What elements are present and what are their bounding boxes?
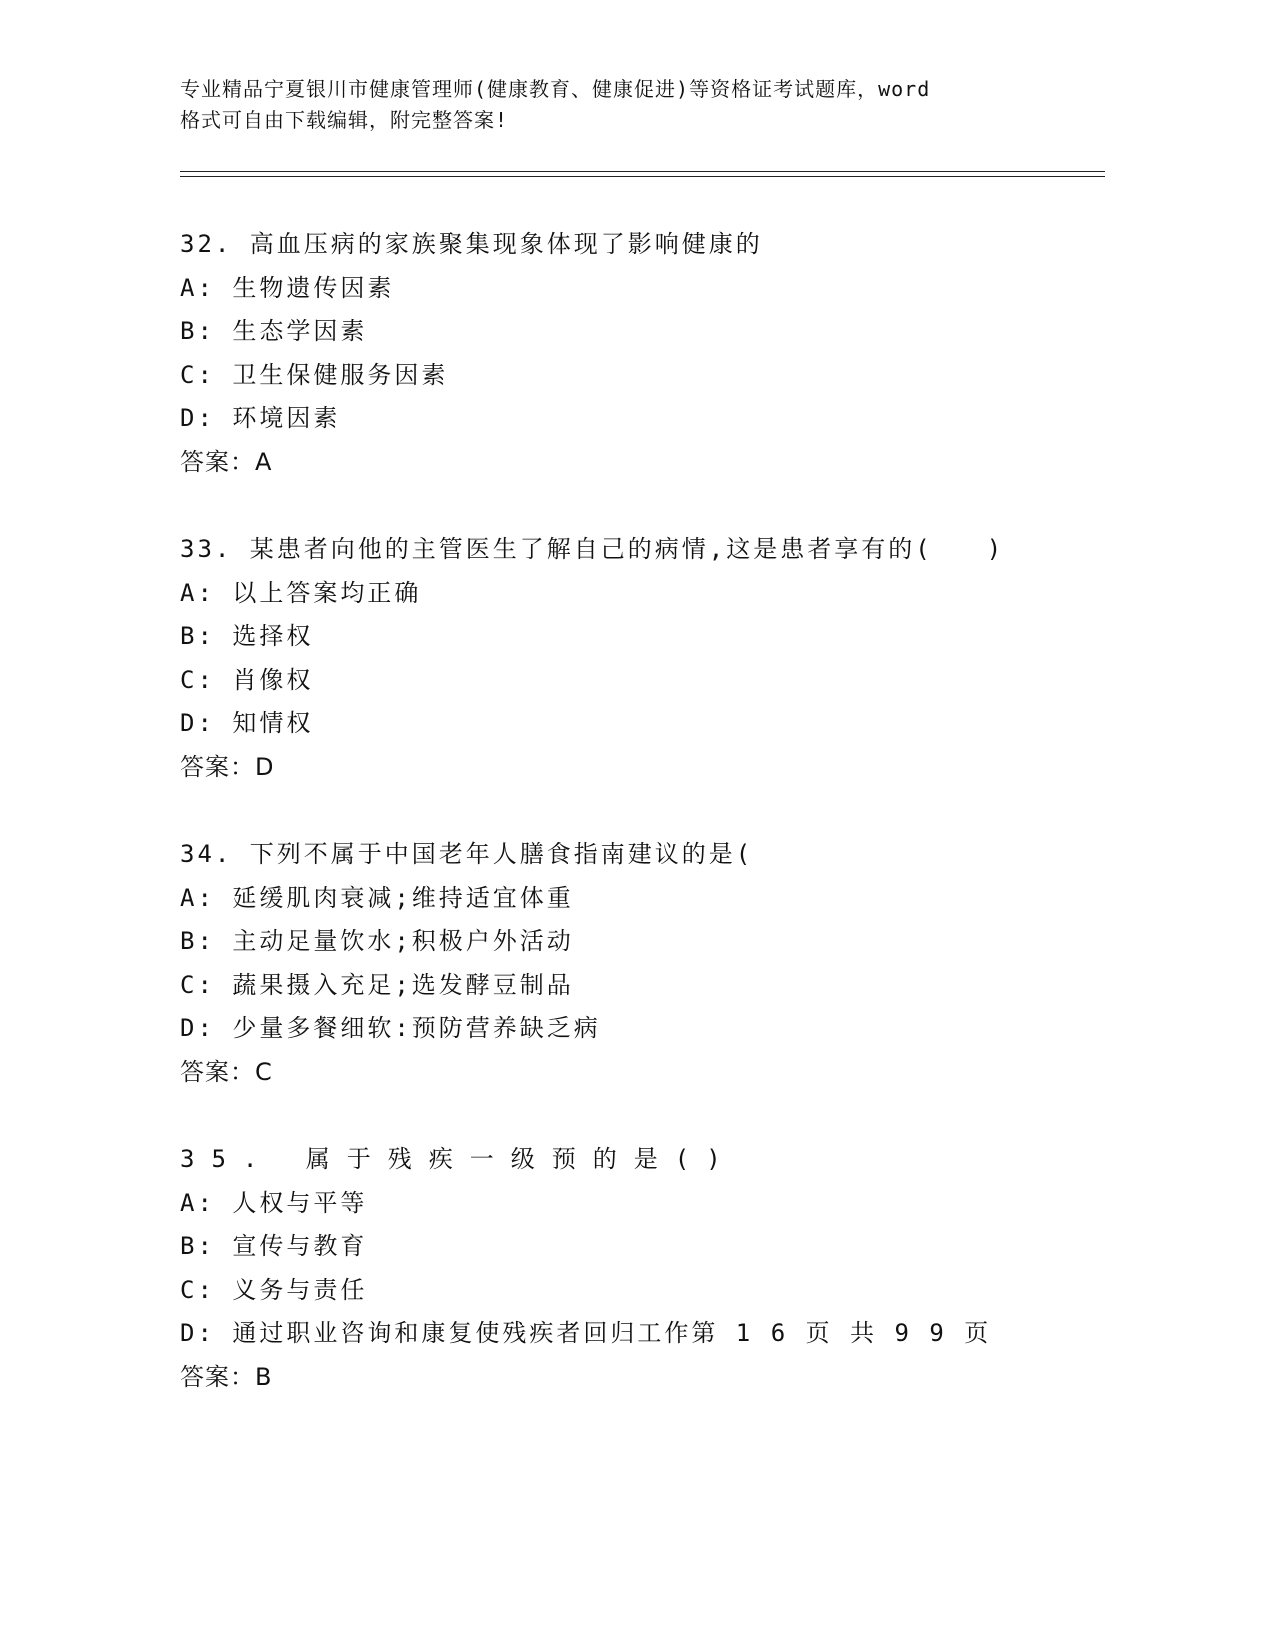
- question-35: [180, 1138, 1130, 1400]
- question-stem: 35. 属于残疾一级预的是(): [180, 1145, 738, 1173]
- question-33: [180, 528, 1130, 790]
- option-a: A: 人权与平等: [180, 1188, 368, 1217]
- option-d: D: 环境因素: [180, 404, 341, 433]
- option-c: C: 义务与责任: [180, 1275, 368, 1304]
- option-d: D: 通过职业咨询和康复使残疾者回归工作第 1 6 页 共 9 9 页: [180, 1319, 992, 1348]
- option-c: C: 卫生保健服务因素: [180, 360, 449, 389]
- option-b: B: 宣传与教育: [180, 1232, 368, 1261]
- question-34: [180, 833, 1130, 1095]
- header-divider-top: [180, 171, 1105, 172]
- question-stem: 33. 某患者向他的主管医生了解自己的病情,这是患者享有的( ): [180, 535, 1005, 563]
- option-c: C: 蔬果摄入充足;选发酵豆制品: [180, 970, 574, 999]
- option-a: A: 以上答案均正确: [180, 578, 422, 607]
- option-a: A: 延缓肌肉衰减;维持适宜体重: [180, 883, 574, 912]
- answer: 答案：A: [180, 447, 273, 476]
- question-stem: 34. 下列不属于中国老年人膳食指南建议的是(: [180, 840, 754, 868]
- option-b: B: 主动足量饮水;积极户外活动: [180, 927, 574, 956]
- header-line-2: 格式可自由下载编辑，附完整答案!: [180, 108, 509, 132]
- question-stem: 32. 高血压病的家族聚集现象体现了影响健康的: [180, 230, 763, 258]
- document-header: [180, 74, 1040, 136]
- question-32: [180, 223, 1130, 485]
- header-line-1: 专业精品宁夏银川市健康管理师(健康教育、健康促进)等资格证考试题库，word: [180, 77, 931, 101]
- option-d: D: 知情权: [180, 709, 314, 738]
- answer: 答案：D: [180, 752, 275, 781]
- option-b: B: 选择权: [180, 622, 314, 651]
- option-d: D: 少量多餐细软:预防营养缺乏病: [180, 1014, 601, 1043]
- header-divider-bottom: [180, 176, 1105, 177]
- option-c: C: 肖像权: [180, 665, 314, 694]
- option-b: B: 生态学因素: [180, 317, 368, 346]
- answer: 答案：B: [180, 1362, 273, 1391]
- answer: 答案：C: [180, 1057, 273, 1086]
- option-a: A: 生物遗传因素: [180, 273, 395, 302]
